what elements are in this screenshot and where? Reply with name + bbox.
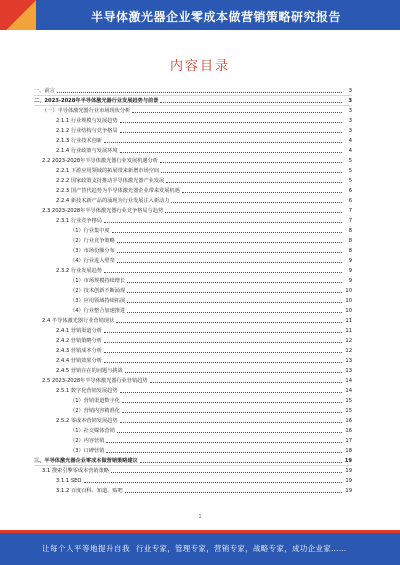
toc-entry-page: 16 xyxy=(345,428,352,434)
toc-entry[interactable] xyxy=(34,96,352,106)
toc-entry-text: 2.2.1 下游应用领域的拓展带来新增市场空间 xyxy=(56,168,160,174)
toc-entry[interactable] xyxy=(34,236,352,246)
toc-entry-text: 2.1.3 行业技术创新 xyxy=(56,138,102,144)
toc-entry-text: 2.5.1 数字化营销发展趋势 xyxy=(56,388,118,394)
toc-entry-page: 10 xyxy=(345,288,352,294)
toc-entry[interactable] xyxy=(34,266,352,276)
toc-entry-page: 16 xyxy=(345,418,352,424)
toc-dot-leader xyxy=(106,442,342,443)
toc-entry-text: 2.2.2 国家政策支持推动半导体激光器产业发展 xyxy=(56,178,165,184)
toc-entry-text: 2.3 2023-2028年半导体激光器行业竞争格局与趋势 xyxy=(42,208,164,214)
toc-entry-page: 8 xyxy=(348,248,352,254)
toc-entry[interactable] xyxy=(34,246,352,256)
toc-dot-leader xyxy=(166,182,342,183)
toc-entry[interactable] xyxy=(34,426,352,436)
toc-entry[interactable] xyxy=(34,376,352,386)
toc-entry[interactable] xyxy=(34,346,352,356)
toc-entry[interactable] xyxy=(34,186,352,196)
toc-dot-leader xyxy=(104,352,342,353)
toc-entry[interactable] xyxy=(34,316,352,326)
toc-entry[interactable] xyxy=(34,466,352,476)
toc-entry-text: （1）社交媒体营销 xyxy=(70,428,115,434)
toc-dot-leader xyxy=(104,342,342,343)
toc-entry-text: 2.5 2023-2028年半导体激光器行业营销趋势 xyxy=(42,378,148,384)
toc-dot-leader xyxy=(104,332,342,333)
toc-entry[interactable] xyxy=(34,436,352,446)
footer-experts: 行业专家，管理专家，营销专家，战略专家，成功企业家…… xyxy=(136,544,347,553)
toc-entry-text: 2.2.3 国产替代趋势为半导体激光器企业带来发展机遇 xyxy=(56,188,180,194)
toc-entry-text: 2.1.4 行业政策与发展环境 xyxy=(56,148,118,154)
toc-dot-leader xyxy=(104,362,342,363)
toc-entry[interactable] xyxy=(34,226,352,236)
toc-entry[interactable] xyxy=(34,256,352,266)
toc-entry-text: （4）行业进入壁垒 xyxy=(70,258,115,264)
toc-entry-text: （3）市场份额分布 xyxy=(70,248,115,254)
table-of-contents xyxy=(34,86,352,496)
toc-dot-leader xyxy=(120,132,342,133)
toc-entry[interactable] xyxy=(34,356,352,366)
toc-entry-page: 6 xyxy=(348,188,352,194)
toc-dot-leader xyxy=(120,122,342,123)
toc-dot-leader xyxy=(112,232,342,233)
toc-entry[interactable] xyxy=(34,276,352,286)
toc-entry[interactable] xyxy=(34,416,352,426)
toc-entry-text: 2.4.2 营销策略分析 xyxy=(56,338,102,344)
toc-entry-page: 8 xyxy=(348,228,352,234)
page-number: 1 xyxy=(198,514,202,520)
toc-entry[interactable] xyxy=(34,126,352,136)
toc-entry-page: 4 xyxy=(348,148,352,154)
toc-entry-page: 13 xyxy=(345,358,352,364)
toc-entry-text: （1）营销渠道数字化 xyxy=(70,398,120,404)
toc-entry-page: 5 xyxy=(348,158,352,164)
toc-entry-text: 2.2.4 新技术新产品的涌现为行业发展注入新动力 xyxy=(56,198,170,204)
toc-dot-leader xyxy=(116,322,342,323)
toc-entry-text: 2.3.2 行业发展趋势 xyxy=(56,268,102,274)
toc-dot-leader xyxy=(106,452,342,453)
toc-dot-leader xyxy=(117,262,342,263)
toc-entry-text: （3）应用领域持续拓展 xyxy=(70,298,126,304)
toc-entry-text: 3.1 搜索引擎零成本营销策略 xyxy=(42,468,109,474)
toc-dot-leader xyxy=(160,102,342,103)
toc-entry-page: 13 xyxy=(345,368,352,374)
toc-entry-text: 2.5.2 零成本营销发展趋势 xyxy=(56,418,118,424)
toc-entry-page: 6 xyxy=(348,198,352,204)
toc-entry-text: 二、2023-2028年半导体激光器行业发展趋势与前景 xyxy=(34,98,159,104)
toc-dot-leader xyxy=(161,172,342,173)
toc-dot-leader xyxy=(120,392,342,393)
toc-entry[interactable] xyxy=(34,146,352,156)
toc-entry-page: 10 xyxy=(345,298,352,304)
toc-entry[interactable] xyxy=(34,176,352,186)
toc-dot-leader xyxy=(160,162,342,163)
toc-entry[interactable] xyxy=(34,396,352,406)
toc-entry[interactable] xyxy=(34,196,352,206)
toc-entry-page: 3 xyxy=(348,98,352,104)
toc-entry[interactable] xyxy=(34,106,352,116)
toc-entry-text: 2.4.5 营销存在的问题与挑战 xyxy=(56,368,123,374)
toc-dot-leader xyxy=(150,382,342,383)
toc-dot-leader xyxy=(104,222,342,223)
toc-dot-leader xyxy=(84,482,342,483)
toc-entry-page: 9 xyxy=(348,278,352,284)
toc-entry-page: 5 xyxy=(348,178,352,184)
toc-entry[interactable] xyxy=(34,116,352,126)
header-banner xyxy=(0,0,400,30)
toc-entry-page: 15 xyxy=(345,408,352,414)
toc-entry-text: 2.4 半导体激光器行业营销现状 xyxy=(42,318,115,324)
toc-entry-text: （3）口碑营销 xyxy=(70,448,105,454)
header-stripe-decoration xyxy=(0,0,36,30)
toc-entry-text: 3.1.2 百度百科、知道、贴吧 xyxy=(56,488,123,494)
toc-entry-page: 17 xyxy=(345,438,352,444)
toc-entry-text: 2.2 2023-2028年半导体激光器行业发展机遇分析 xyxy=(42,158,158,164)
footer-stripe-decoration xyxy=(0,530,400,533)
toc-entry-text: （2）营销内容精准化 xyxy=(70,408,120,414)
toc-dot-leader xyxy=(182,192,342,193)
toc-entry-page: 3 xyxy=(348,108,352,114)
toc-entry-page: 3 xyxy=(348,88,352,94)
toc-entry-page: 10 xyxy=(345,308,352,314)
toc-entry[interactable] xyxy=(34,306,352,316)
toc-dot-leader xyxy=(120,152,342,153)
toc-entry[interactable] xyxy=(34,406,352,416)
toc-dot-leader xyxy=(127,292,342,293)
toc-entry-page: 9 xyxy=(348,258,352,264)
toc-entry-page: 3 xyxy=(348,118,352,124)
toc-entry-text: 三、半导体激光器企业零成本做营销策略建议 xyxy=(34,458,138,464)
toc-entry-page: 7 xyxy=(348,218,352,224)
toc-entry-page: 3 xyxy=(348,128,352,134)
toc-dot-leader xyxy=(120,422,342,423)
toc-entry-page: 14 xyxy=(345,378,352,384)
toc-entry-page: 19 xyxy=(345,478,352,484)
toc-dot-leader xyxy=(122,412,342,413)
toc-dot-leader xyxy=(117,242,342,243)
toc-dot-leader xyxy=(127,302,342,303)
toc-entry-page: 8 xyxy=(348,238,352,244)
toc-entry-text: （2）技术创新不断涌现 xyxy=(70,288,126,294)
toc-dot-leader xyxy=(140,462,342,463)
toc-entry[interactable] xyxy=(34,286,352,296)
toc-dot-leader xyxy=(111,472,342,473)
toc-title: 内容目录 xyxy=(169,59,230,74)
toc-entry-page: 19 xyxy=(345,468,352,474)
toc-entry[interactable] xyxy=(34,296,352,306)
toc-entry[interactable] xyxy=(34,216,352,226)
footer-banner xyxy=(0,530,400,565)
toc-entry-page: 15 xyxy=(345,398,352,404)
toc-dot-leader xyxy=(122,402,342,403)
toc-entry-page: 5 xyxy=(348,168,352,174)
toc-entry-page: 11 xyxy=(345,328,352,334)
toc-entry-page: 19 xyxy=(344,458,352,464)
toc-entry[interactable] xyxy=(34,366,352,376)
toc-dot-leader xyxy=(127,312,342,313)
toc-entry-text: （1）行业集中度 xyxy=(70,228,110,234)
toc-entry[interactable] xyxy=(34,476,352,486)
toc-entry-text: （4）行业整合加速推进 xyxy=(70,308,126,314)
toc-entry-page: 19 xyxy=(345,488,352,494)
toc-entry-page: 12 xyxy=(345,338,352,344)
toc-entry-text: 一、前言 xyxy=(34,88,55,94)
toc-entry-text: 2.4.3 营销成本分析 xyxy=(56,348,102,354)
toc-dot-leader xyxy=(125,492,342,493)
toc-dot-leader xyxy=(132,112,342,113)
toc-entry-page: 12 xyxy=(345,348,352,354)
toc-entry[interactable] xyxy=(34,386,352,396)
toc-dot-leader xyxy=(125,372,342,373)
toc-entry-page: 7 xyxy=(348,208,352,214)
document-title: 半导体激光器企业零成本做营销策略研究报告 xyxy=(90,10,341,24)
toc-entry[interactable] xyxy=(34,156,352,166)
toc-entry-text: （1）市场规模持续增长 xyxy=(70,278,126,284)
toc-dot-leader xyxy=(117,252,342,253)
toc-entry[interactable] xyxy=(34,336,352,346)
toc-entry[interactable] xyxy=(34,166,352,176)
toc-entry-text: 2.1.1 行业规模与发展趋势 xyxy=(56,118,118,124)
toc-entry-text: （2）内容营销 xyxy=(70,438,105,444)
toc-entry-text: 2.3.1 行业竞争格局 xyxy=(56,218,102,224)
toc-entry-text: 3.1.1 SEO xyxy=(56,478,82,484)
toc-entry-page: 14 xyxy=(345,388,352,394)
toc-entry-text: 2.4.1 营销渠道分析 xyxy=(56,328,102,334)
toc-entry-text: （一）半导体激光器行业市场现状分析 xyxy=(42,108,131,114)
toc-entry[interactable] xyxy=(34,326,352,336)
toc-dot-leader xyxy=(104,142,342,143)
toc-entry-page: 11 xyxy=(345,318,352,324)
toc-dot-leader xyxy=(104,272,342,273)
toc-entry-text: 2.4.4 营销效果分析 xyxy=(56,358,102,364)
toc-entry[interactable] xyxy=(34,206,352,216)
toc-dot-leader xyxy=(127,282,342,283)
toc-entry-text: （2）行业竞争策略 xyxy=(70,238,115,244)
toc-dot-leader xyxy=(57,92,342,93)
toc-entry[interactable] xyxy=(34,136,352,146)
toc-entry[interactable] xyxy=(34,456,352,466)
toc-entry[interactable] xyxy=(34,486,352,496)
toc-dot-leader xyxy=(171,202,342,203)
footer-slogan: 让每个人平等地提升自我 xyxy=(42,544,130,553)
toc-entry[interactable] xyxy=(34,446,352,456)
toc-entry-page: 4 xyxy=(348,138,352,144)
toc-entry-page: 9 xyxy=(348,268,352,274)
toc-entry-text: 2.1.2 行业结构与竞争格局 xyxy=(56,128,118,134)
toc-entry-page: 18 xyxy=(345,448,352,454)
toc-entry[interactable] xyxy=(34,86,352,96)
toc-dot-leader xyxy=(165,212,342,213)
toc-dot-leader xyxy=(117,432,342,433)
